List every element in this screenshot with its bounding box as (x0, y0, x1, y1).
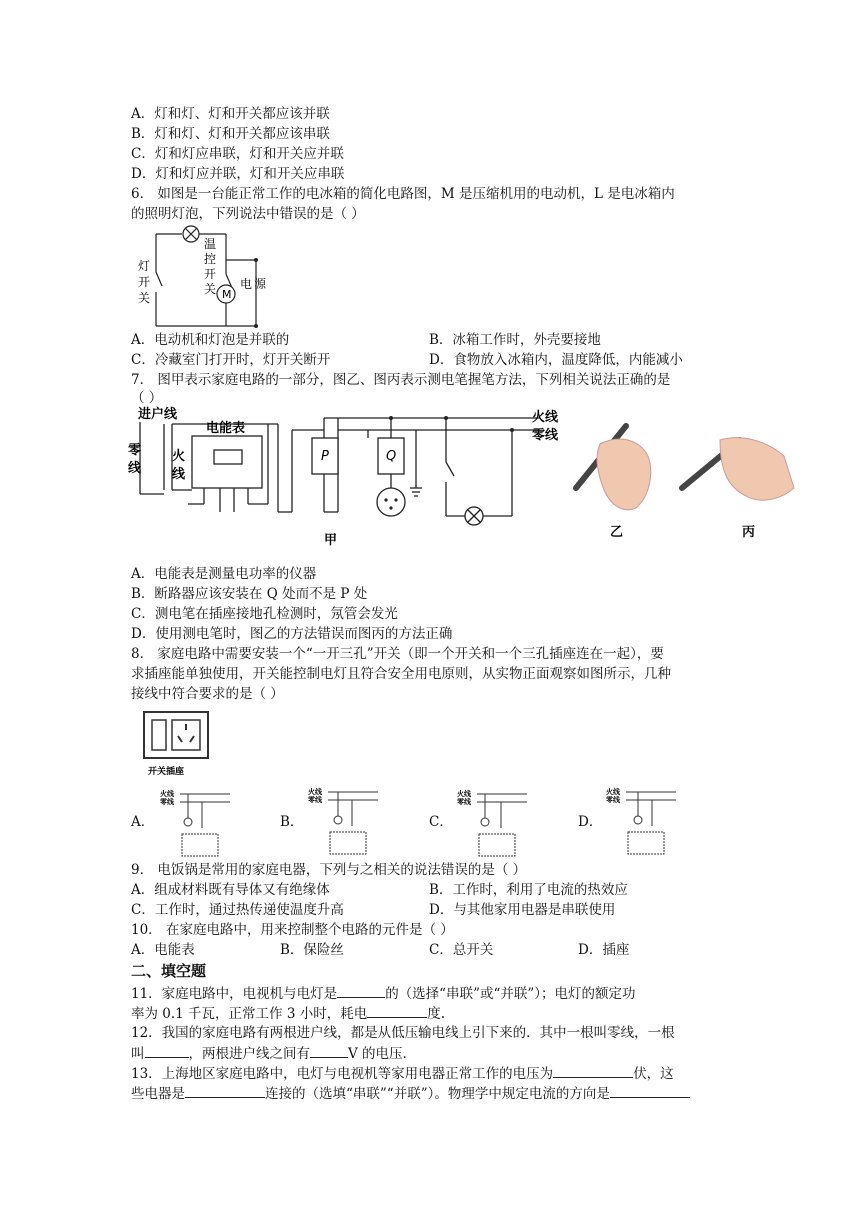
svg-text:丙: 丙 (742, 525, 756, 540)
svg-text:关: 关 (204, 282, 217, 296)
svg-text:开关插座: 开关插座 (148, 767, 185, 777)
svg-text:进户线: 进户线 (138, 407, 178, 422)
svg-text:零线: 零线 (606, 796, 620, 804)
test-pen-grip-bing (682, 438, 794, 540)
svg-text:零线: 零线 (160, 798, 174, 806)
q11-blank2 (367, 1003, 427, 1018)
q7-option-d: D．使用测电笔时，图乙的方法错误而图丙的方法正确 (131, 626, 453, 642)
svg-text:乙: 乙 (610, 525, 624, 540)
wiring-option-d (604, 786, 678, 858)
svg-text:开: 开 (204, 267, 217, 281)
test-pen-grip-images (570, 404, 800, 544)
q8-stem-line1: 8． 家庭电路中需要安装一个“一开三孔”开关（即一个开关和一个三孔插座连在一起），要 (131, 646, 664, 662)
section2-title: 二、填空题 (131, 962, 207, 980)
q12-line1: 12．我国的家庭电路有两根进户线，都是从低压输电线上引下来的．其中一根叫零线，一根 (131, 1025, 675, 1041)
q11-line1: 11．家庭电路中，电视机与电灯是 的（选择“串联”或“并联”）；电灯的额定功 (131, 983, 636, 1004)
svg-text:灯: 灯 (138, 259, 151, 273)
q13-line1: 13．上海地区家庭电路中，电灯与电视机等家用电器正常工作的电压为 伏，这 (131, 1063, 674, 1084)
svg-text:火线: 火线 (160, 790, 174, 798)
q6-stem-line2: 的照明灯泡，下列说法中错误的是（ ） (131, 206, 365, 222)
q9-options-row2: C．工作时，通过热传递使温度升高 D．与其他家用电器是串联使用 (131, 902, 616, 918)
svg-text:线: 线 (128, 461, 142, 476)
q9-stem: 9． 电饭锅是常用的家庭电器，下列与之相关的说法错误的是（ ） (131, 862, 527, 878)
q7-stem-line2: （ ） (131, 390, 163, 406)
wiring-option-c (455, 788, 529, 860)
svg-text:火线: 火线 (457, 790, 471, 798)
svg-text:火: 火 (172, 449, 186, 464)
svg-text:零线: 零线 (532, 428, 559, 443)
svg-text:甲: 甲 (324, 533, 338, 548)
svg-text:电: 电 (240, 277, 253, 291)
motor-label: M (222, 288, 232, 301)
q11-line2: 率为 0.1 千瓦，正常工作 3 小时，耗电 度. (131, 1003, 445, 1024)
socket-icon (377, 488, 405, 516)
q7-option-b: B．断路器应该安装在 Q 处而不是 P 处 (131, 586, 368, 602)
q10-stem: 10． 在家庭电路中，用来控制整个电路的元件是（ ） (131, 922, 454, 938)
q13-blank3 (610, 1083, 690, 1098)
wiring-option-b (306, 786, 380, 858)
q5-option-c: C．灯和灯应串联，灯和开关应并联 (131, 146, 344, 162)
svg-text:Q: Q (386, 449, 397, 464)
svg-text:火线: 火线 (308, 788, 322, 796)
q12-line2: 叫 ，两根进户线之间有 V 的电压. (131, 1043, 407, 1064)
q7-option-a: A．电能表是测量电功率的仪器 (131, 566, 317, 582)
home-circuit-diagram (128, 404, 568, 552)
svg-text:火线: 火线 (532, 410, 559, 425)
svg-text:温: 温 (204, 237, 217, 251)
q13-blank2 (185, 1083, 265, 1098)
q6-stem-line1: 6． 如图是一台能正常工作的电冰箱的简化电路图，M 是压缩机用的电动机，L 是电冰箱内 (131, 186, 675, 202)
svg-text:电能表: 电能表 (206, 421, 246, 436)
q7-stem-line1: 7． 图甲表示家庭电路的一部分，图乙、图丙表示测电笔握笔方法，下列相关说法正确的是 (131, 372, 671, 388)
svg-text:零线: 零线 (308, 796, 322, 804)
q10-options-row: A．电能表 B．保险丝 C．总开关 D．插座 (131, 942, 630, 958)
q6-options-row1: A．电动机和灯泡是并联的 B．冰箱工作时，外壳要接地 (131, 332, 601, 348)
q11-blank1 (337, 983, 385, 998)
fridge-circuit-diagram (128, 222, 288, 332)
q7-option-c: C．测电笔在插座接地孔检测时，氖管会发光 (131, 606, 398, 622)
q9-options-row1: A．组成材料既有导体又有绝缘体 B．工作时，利用了电流的热效应 (131, 882, 628, 898)
wiring-option-a (158, 788, 232, 860)
q5-option-d: D．灯和灯应并联，灯和开关应串联 (131, 166, 345, 182)
q8-stem-line3: 接线中符合要求的是（ ） (131, 686, 284, 702)
q5-option-a: A．灯和灯、灯和开关都应该并联 (131, 106, 330, 122)
svg-text:线: 线 (172, 467, 186, 482)
q13-blank1 (553, 1063, 633, 1078)
svg-text:零: 零 (128, 443, 142, 458)
q12-blank1 (145, 1043, 189, 1058)
q12-blank2 (310, 1043, 348, 1058)
test-pen-grip-yi (576, 426, 651, 540)
switch-socket-figure (132, 708, 232, 780)
svg-text:关: 关 (138, 291, 151, 305)
q5-option-b: B．灯和灯、灯和开关都应该串联 (131, 126, 330, 142)
q8-stem-line2: 求插座能单独使用，开关能控制电灯且符合安全用电原则，从实物正面观察如图所示，几种 (131, 666, 671, 682)
svg-text:零线: 零线 (457, 798, 471, 806)
svg-text:控: 控 (204, 252, 217, 266)
svg-text:开: 开 (138, 275, 151, 289)
svg-text:火线: 火线 (606, 788, 620, 796)
q8-options-row: A． B． C． D． (131, 814, 603, 830)
svg-text:源: 源 (254, 277, 267, 291)
q13-line2: 些电器是 连接的（选填“串联”“并联”）。物理学中规定电流的方向是 (131, 1083, 690, 1104)
q6-options-row2: C．冷藏室门打开时，灯开关断开 D．食物放入冰箱内，温度降低，内能减小 (131, 352, 683, 368)
svg-text:P: P (321, 449, 329, 464)
